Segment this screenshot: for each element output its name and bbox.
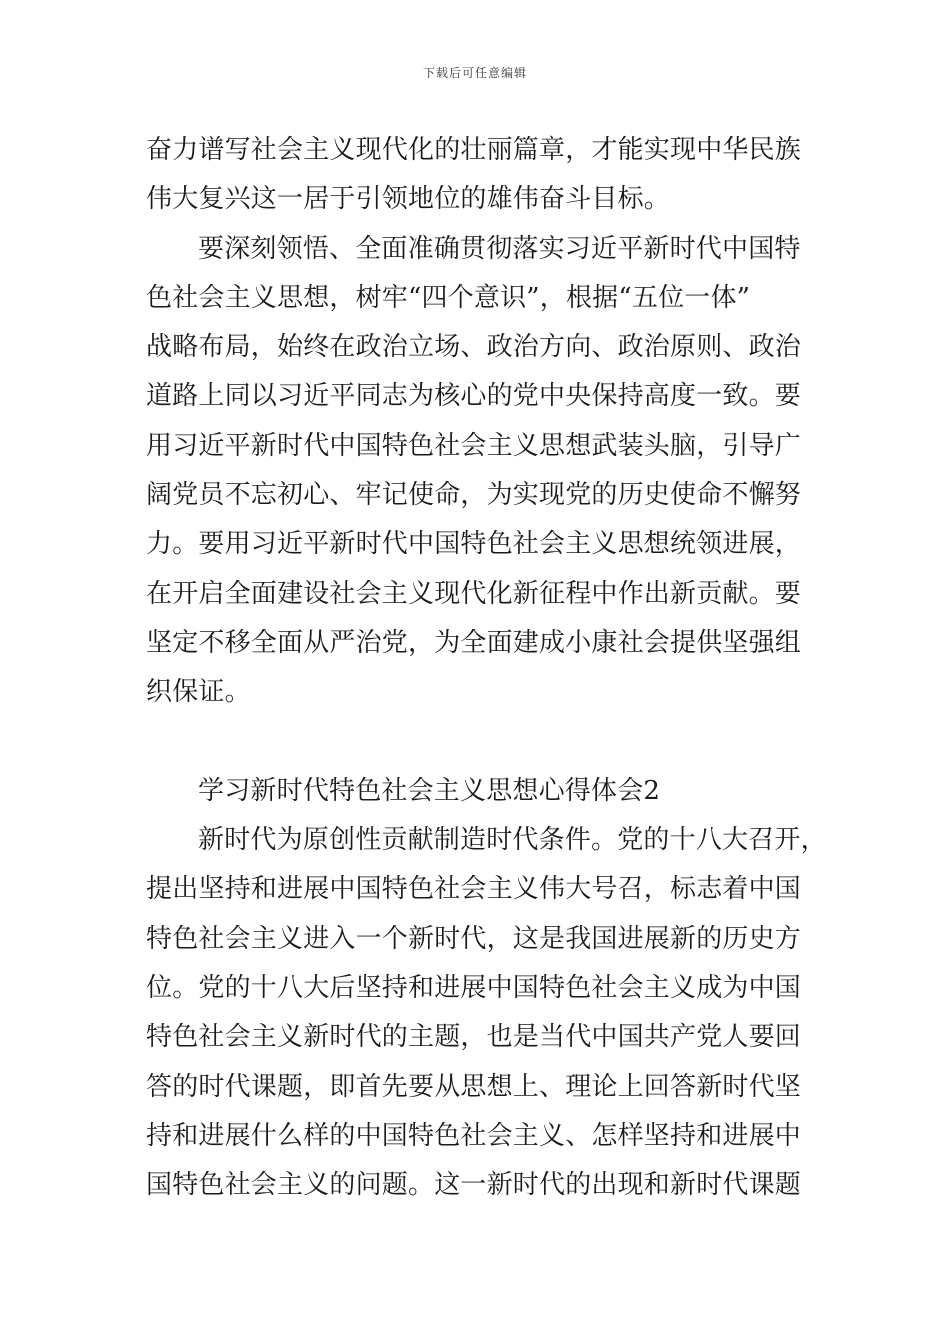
text-line: 战略布局，始终在政治立场、政治方向、政治原则、政治 <box>146 332 802 363</box>
text-line: 阔党员不忘初心、牢记使命，为实现党的历史使命不懈努 <box>146 480 802 511</box>
text-line: 位。党的十八大后坚持和进展中国特色社会主义成为中国 <box>146 973 802 1004</box>
text-line: 特色社会主义新时代的主题，也是当代中国共产党人要回 <box>146 1022 802 1053</box>
page-header-note: 下载后可任意编辑 <box>422 66 527 80</box>
text-line: 织保证。 <box>146 677 251 708</box>
text-line: 特色社会主义进入一个新时代，这是我国进展新的历史方 <box>146 923 802 954</box>
text-line: 答的时代课题，即首先要从思想上、理论上回答新时代坚 <box>146 1071 802 1102</box>
text-line: 新时代为原创性贡献制造时代条件。党的十八大召开， <box>198 825 827 856</box>
text-line: 色社会主义思想，树牢“四个意识”，根据“五位一体” <box>146 282 751 313</box>
text-line: 伟大复兴这一居于引领地位的雄伟奋斗目标。 <box>146 184 671 215</box>
text-line: 用习近平新时代中国特色社会主义思想武装头脑，引导广 <box>146 430 802 461</box>
text-line: 要深刻领悟、全面准确贯彻落实习近平新时代中国特 <box>198 233 801 264</box>
text-line: 奋力谱写社会主义现代化的壮丽篇章，才能实现中华民族 <box>146 135 802 165</box>
text-line: 持和进展什么样的中国特色社会主义、怎样坚持和进展中 <box>146 1120 802 1151</box>
text-line: 提出坚持和进展中国特色社会主义伟大号召，标志着中国 <box>146 874 802 905</box>
text-line: 国特色社会主义的问题。这一新时代的出现和新时代课题 <box>146 1170 802 1201</box>
text-line: 在开启全面建设社会主义现代化新征程中作出新贡献。要 <box>146 578 802 609</box>
blank-line <box>146 718 826 767</box>
text-line: 坚定不移全面从严治党，为全面建成小康社会提供坚强组 <box>146 627 802 658</box>
text-line: 力。要用习近平新时代中国特色社会主义思想统领进展， <box>146 529 802 560</box>
text-line: 道路上同以习近平同志为核心的党中央保持高度一致。要 <box>146 381 802 412</box>
section-heading: 学习新时代特色社会主义思想心得体会2 <box>198 775 661 806</box>
body-text <box>146 126 826 1211</box>
